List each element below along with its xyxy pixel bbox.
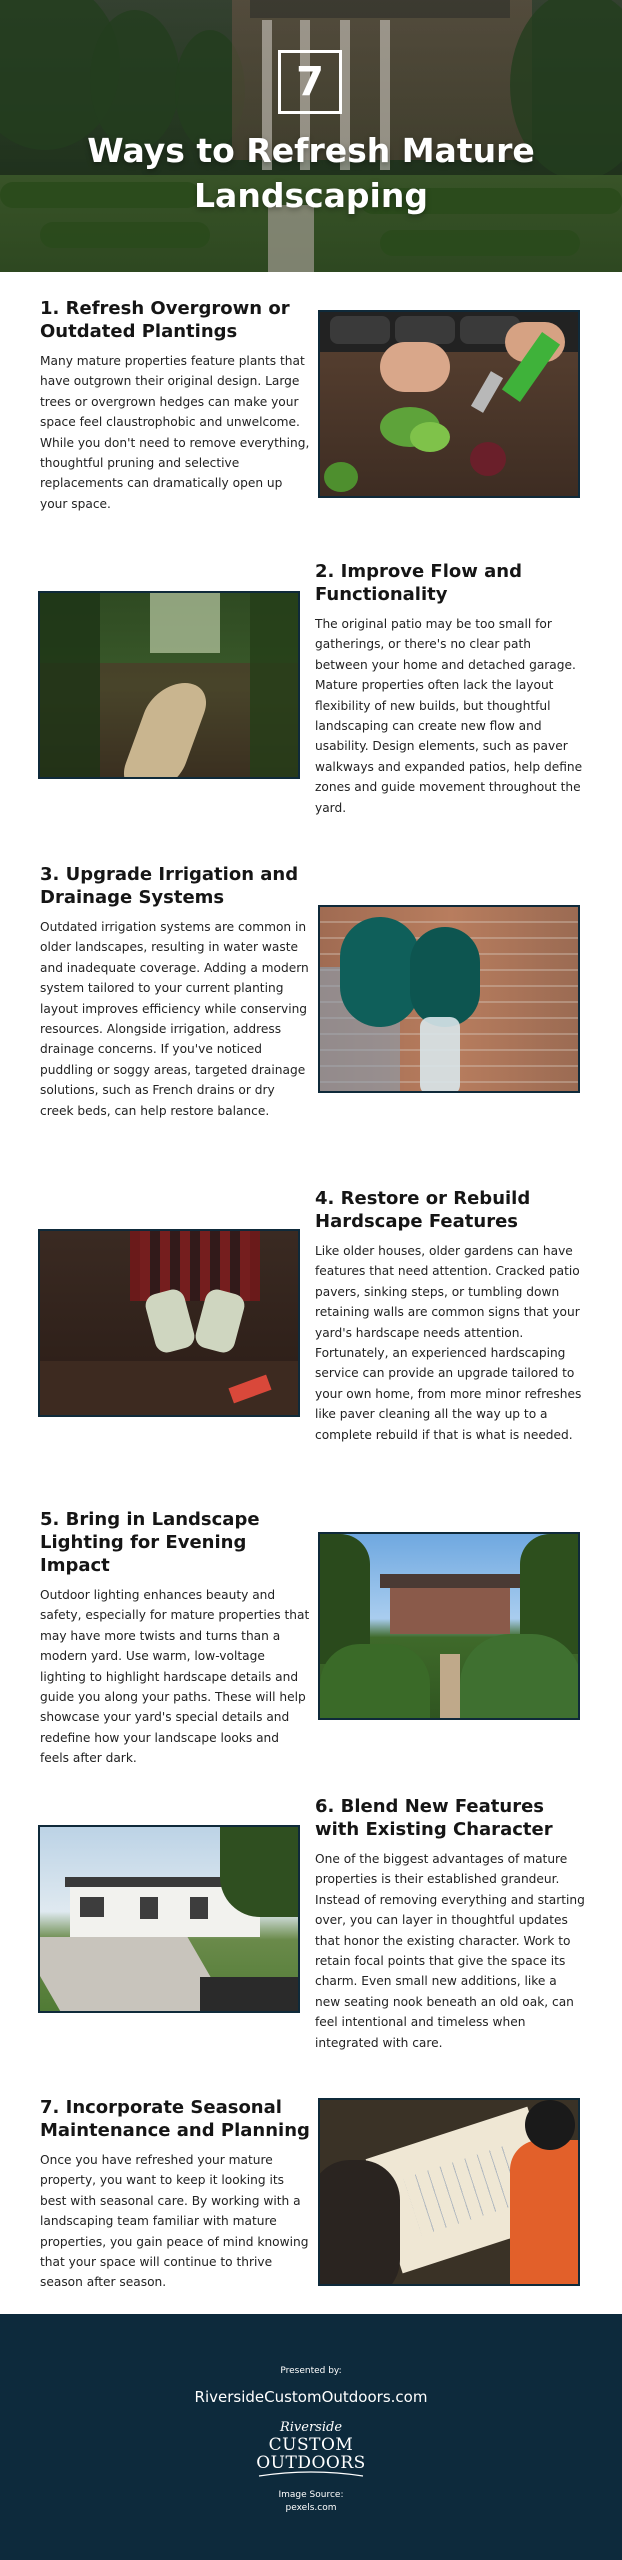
section-1-body: Many mature properties feature plants that have outgrown their original design. Large trees or overgrown hedges can make your space feel claustrophobic and unwelcome. While you don't need to remove everything, thoughtful pruning and selective replacements can dramatically open up your space. bbox=[40, 354, 310, 511]
planning-blueprint-photo bbox=[318, 2098, 580, 2286]
gardener-soil-photo bbox=[38, 1229, 300, 1417]
section-3-body: Outdated irrigation systems are common in older landscapes, resulting in water waste and inadequate coverage. Adding a modern system tailored to your current planting layout improves efficiency while conserving resources. Alongside irrigation, address drainage concerns. If you've noticed puddling or soggy areas, targeted drainage solutions, such as French drains or dry creek beds, can help restore balance. bbox=[40, 920, 309, 1118]
company-logo bbox=[251, 2418, 371, 2480]
section-3-title: 3. Upgrade Irrigation and Drainage Systems bbox=[40, 864, 299, 908]
drainage-pipe-photo bbox=[318, 905, 580, 1093]
logo-line-2: OUTDOORS bbox=[256, 2453, 366, 2473]
section-7-title: 7. Incorporate Seasonal Maintenance and Planning bbox=[40, 2097, 310, 2141]
estate-garden-photo bbox=[318, 1532, 580, 1720]
section-4-title: 4. Restore or Rebuild Hardscape Features bbox=[315, 1188, 531, 1232]
section-5-title: 5. Bring in Landscape Lighting for Evening Impact bbox=[40, 1509, 260, 1576]
logo-swoosh-icon bbox=[257, 2470, 365, 2478]
section-4-body: Like older houses, older gardens can have features that need attention. Cracked patio pavers, sinking steps, or tumbling down retaining walls are common signs that your yard's hardscape needs attention. Fortunately, an experienced hardscaping service can provide an upgrade tailored to your own home, from more minor refreshes like paver cleaning all the way up to a complete rebuild if that is what is needed. bbox=[315, 1244, 582, 1442]
section-2-title: 2. Improve Flow and Functionality bbox=[315, 561, 522, 605]
image-source-value: pexels.com bbox=[285, 2503, 337, 2513]
image-source-label: Image Source: bbox=[278, 2490, 344, 2500]
logo-main-text bbox=[251, 2436, 371, 2472]
white-house-photo bbox=[38, 1825, 300, 2013]
section-6-title: 6. Blend New Features with Existing Character bbox=[315, 1796, 553, 1840]
hero-banner bbox=[0, 0, 622, 272]
list-count-badge: 7 bbox=[278, 50, 342, 114]
footer bbox=[0, 2314, 622, 2560]
section-7-body: Once you have refreshed your mature property, you want to keep it looking its best with seasonal care. By working with a landscaping team familiar with mature properties, you gain peace of mind knowing that your space will continue to thrive season after season. bbox=[40, 2153, 309, 2290]
logo-line-1: CUSTOM bbox=[268, 2435, 354, 2455]
section-2-body: The original patio may be too small for gatherings, or there's no clear path between your home and detached garage. Mature properties often lack the layout flexibility of new builds, but thoughtful landscaping can create new flow and usability. Design elements, such as paver walkways and expanded patios, help define zones and guide movement throughout the yard. bbox=[315, 617, 583, 815]
page-title bbox=[40, 128, 582, 218]
section-1-title: 1. Refresh Overgrown or Outdated Plantings bbox=[40, 298, 290, 342]
section-5-body: Outdoor lighting enhances beauty and safety, especially for mature properties that may have more twists and turns than a modern yard. Use warm, low-voltage lighting to highlight hardscape details and guide you along your paths. These will help showcase your yard's special details and redefine how your landscape looks and feels after dark. bbox=[40, 1588, 310, 1766]
garden-path-photo bbox=[38, 591, 300, 779]
planting-photo bbox=[318, 310, 580, 498]
page-title-line-1: Ways to Refresh Mature bbox=[87, 131, 535, 170]
presented-by-label: Presented by: bbox=[280, 2366, 342, 2376]
section-6-body: One of the biggest advantages of mature properties is their established grandeur. Instead of removing everything and starting over, you can layer in thoughtful updates that honor the existing character. Work to retain focal points that give the space its charm. Even small new additions, like a new seating nook beneath an old oak, can feel intentional and timeless when integrated with care. bbox=[315, 1852, 585, 2050]
website-link[interactable]: RiversideCustomOutdoors.com bbox=[194, 2388, 428, 2406]
page-title-line-2: Landscaping bbox=[194, 176, 428, 215]
logo-script-text: Riverside bbox=[279, 2420, 343, 2435]
